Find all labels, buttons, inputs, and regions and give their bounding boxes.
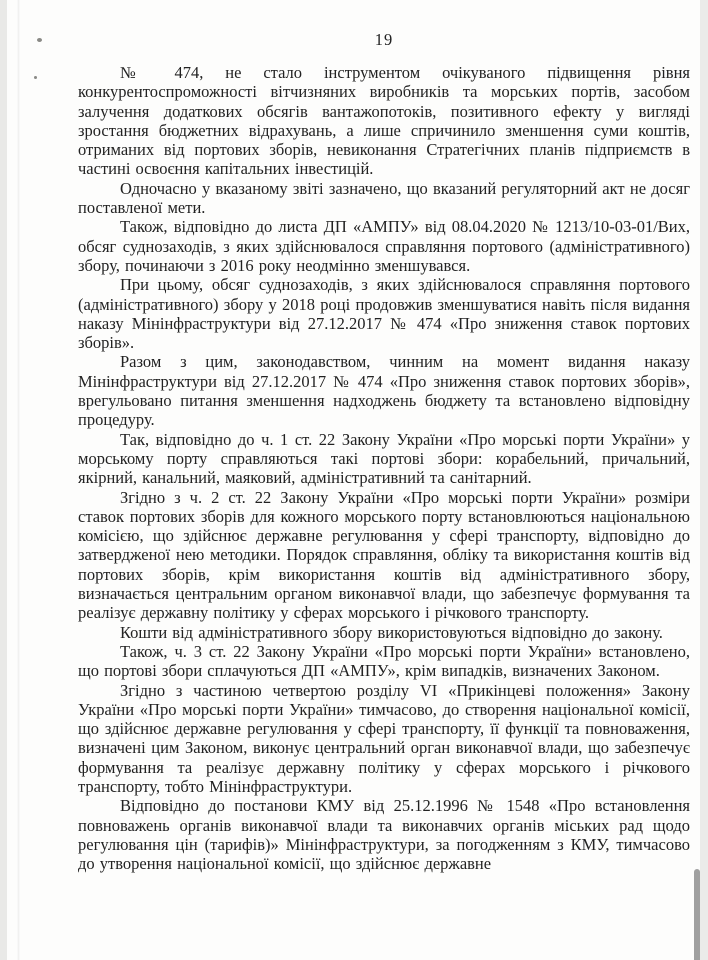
paragraph: Так, відповідно до ч. 1 ст. 22 Закону України «Про морські порти України» у морському порту справляються такі портові збори: корабельний, причальний, якірний, канальний, маяковий, адміністративний та санітарний. xyxy=(78,429,690,488)
paragraph: При цьому, обсяг суднозаходів, з яких здійснювалося справляння портового (адміністративного) збору у 2018 році продовжив зменшуватися навіть після видання наказу Мінінфраструктури від 27.12.2017 № 474 «Про зниження ставок портових зборів». xyxy=(78,275,690,353)
document-text-body xyxy=(78,63,690,873)
scan-speck xyxy=(34,76,37,79)
paragraph: Згідно з ч. 2 ст. 22 Закону України «Про морські порти України» розміри ставок портових зборів для кожного морського порту встановлюються національною комісією, що здійснює державне регулювання у сфері транспорту, відповідно до затвердженої нею методики. Порядок справляння, обліку та використання коштів від портових зборів, крім використання коштів від адміністративного збору, визначається центральним органом виконавчої влади, що забезпечує формування та реалізує державну політику у сферах морського і річкового транспорту. xyxy=(78,487,690,623)
page-number: 19 xyxy=(374,30,394,49)
paragraph: Кошти від адміністративного збору використовуються відповідно до закону. xyxy=(120,622,663,642)
paragraph: Також, ч. 3 ст. 22 Закону України «Про морські порти України» встановлено, що портові збори сплачуються ДП «АМПУ», крім випадків, визначених Законом. xyxy=(78,641,690,681)
paragraph: Також, відповідно до листа ДП «АМПУ» від 08.04.2020 № 1213/10-03-01/Вих, обсяг суднозаходів, з яких здійснювалося справляння портового (адміністративного) збору, починаючи з 2016 року неодмінно зменшувався. xyxy=(78,217,690,275)
scrollbar-thumb[interactable] xyxy=(694,869,700,960)
paragraph: Одночасно у вказаному звіті зазначено, що вказаний регуляторний акт не досяг поставленої мети. xyxy=(78,178,690,218)
paragraph: Згідно з частиною четвертою розділу VI «Прикінцеві положення» Закону України «Про морські порти України» тимчасово, до створення національної комісії, що здійснює державне регулювання у сфері транспорту, її функції та повноваження, визначені цим Законом, виконує центральний орган виконавчої влади, що забезпечує формування та реалізує державну політику у сферах морського і річкового транспорту, тобто Мінінфраструктури. xyxy=(78,680,690,796)
paragraph: Відповідно до постанови КМУ від 25.12.1996 № 1548 «Про встановлення повноважень органів виконавчої влади та виконавчих органів міських рад щодо регулювання цін (тарифів)» Мінінфраструктури, за погодженням з КМУ, тимчасово до утворення національної комісії, що здійснює державне xyxy=(78,796,690,874)
page-right-edge-shading xyxy=(700,0,708,960)
paragraph: Разом з цим, законодавством, чинним на момент видання наказу Мінінфраструктури від 27.12.2017 № 474 «Про зниження ставок портових зборів», врегульовано питання зменшення надходжень бюджету та встановлено відповідну процедуру. xyxy=(78,352,690,430)
scan-speck xyxy=(37,38,42,42)
page-left-fold-line xyxy=(17,0,20,960)
paragraph: № 474, не стало інструментом очікуваного підвищення рівня конкурентоспроможності вітчизняних виробників та морських портів, засобом залучення додаткових обсягів вантажопотоків, позитивного ефекту у вигляді зростання бюджетних відрахувань, а лише спричинило зменшення суми коштів, отриманих від портових зборів, невиконання Стратегічних планів підприємств в частині освоєння капітальних інвестицій. xyxy=(78,63,690,179)
page-left-edge-shading xyxy=(0,0,7,960)
